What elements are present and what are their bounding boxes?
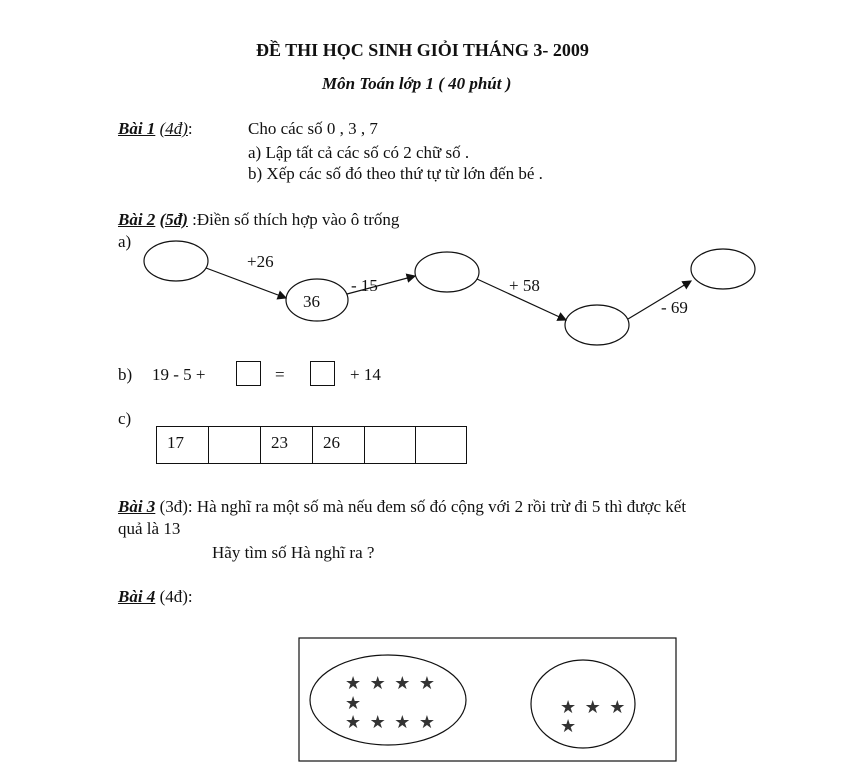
chain-oval-3[interactable] (415, 252, 479, 292)
sequence-cell-blank[interactable] (208, 426, 261, 464)
exam-subtitle: Môn Toán lớp 1 ( 40 phút ) (322, 74, 512, 93)
sequence-cell-blank[interactable] (364, 426, 416, 464)
bai4-points: (4đ): (155, 587, 193, 606)
star-row: ★ ★ ★ (560, 697, 628, 717)
bai3-points: (3đ) (155, 497, 188, 516)
bai3-text: : Hà nghĩ ra một số mà nếu đem số đó cộng với 2 rồi trừ đi 5 thì được kết (187, 497, 687, 516)
chain-oval-4[interactable] (565, 305, 629, 345)
bai1-part-b: b) Xếp các số đó theo thứ tự từ lớn đến bé . (248, 164, 543, 183)
sequence-cell: 23 (260, 426, 313, 464)
bai2-part-c-label: c) (118, 409, 132, 428)
op-minus-69: - 69 (661, 298, 688, 317)
exam-title: ĐỀ THI HỌC SINH GIỎI THÁNG 3- 2009 (256, 40, 589, 60)
equation-right: + 14 (350, 365, 381, 384)
star-row: ★ ★ ★ ★ (345, 712, 438, 732)
sequence-cell-blank[interactable] (415, 426, 467, 464)
bai2-part-a-label: a) (118, 232, 132, 251)
op-minus-15: - 15 (351, 276, 378, 295)
bai2-part-b-label: b) (118, 365, 133, 384)
chain-oval-5[interactable] (691, 249, 755, 289)
bai3-question: Hãy tìm số Hà nghĩ ra ? (212, 543, 375, 562)
equation-equals: = (275, 365, 285, 384)
given-value-36: 36 (303, 292, 320, 311)
bai1-part-a: a) Lập tất cả các số có 2 chữ số . (248, 143, 470, 162)
bai1-colon: : (187, 119, 193, 138)
bai1-points: (4đ) (159, 119, 188, 138)
star-row: ★ (345, 693, 364, 713)
bai3-line2: quả là 13 (118, 519, 181, 538)
bai2-label: Bài 2 (118, 210, 156, 229)
equation-left: 19 - 5 + (152, 365, 206, 384)
answer-box-1[interactable] (236, 361, 261, 386)
bai2-instruction: :Điền số thích hợp vào ô trống (187, 210, 400, 229)
op-plus-26: +26 (247, 252, 274, 271)
star-row: ★ ★ ★ ★ (345, 673, 438, 693)
bai4-label: Bài 4 (118, 587, 156, 606)
bai4-heading (118, 587, 193, 607)
bai3-line1 (118, 497, 686, 517)
sequence-cell: 17 (156, 426, 209, 464)
bai1-label: Bài 1 (118, 119, 156, 138)
chain-oval-1[interactable] (144, 241, 208, 281)
chain-arrow-1 (206, 268, 286, 298)
answer-box-2[interactable] (310, 361, 335, 386)
op-plus-58: + 58 (509, 276, 540, 295)
bai1-intro: Cho các số 0 , 3 , 7 (248, 119, 378, 138)
star-row: ★ (560, 716, 579, 736)
bai2-points: (5đ) (159, 210, 188, 229)
sequence-cell: 26 (312, 426, 365, 464)
bai3-label: Bài 3 (118, 497, 156, 516)
